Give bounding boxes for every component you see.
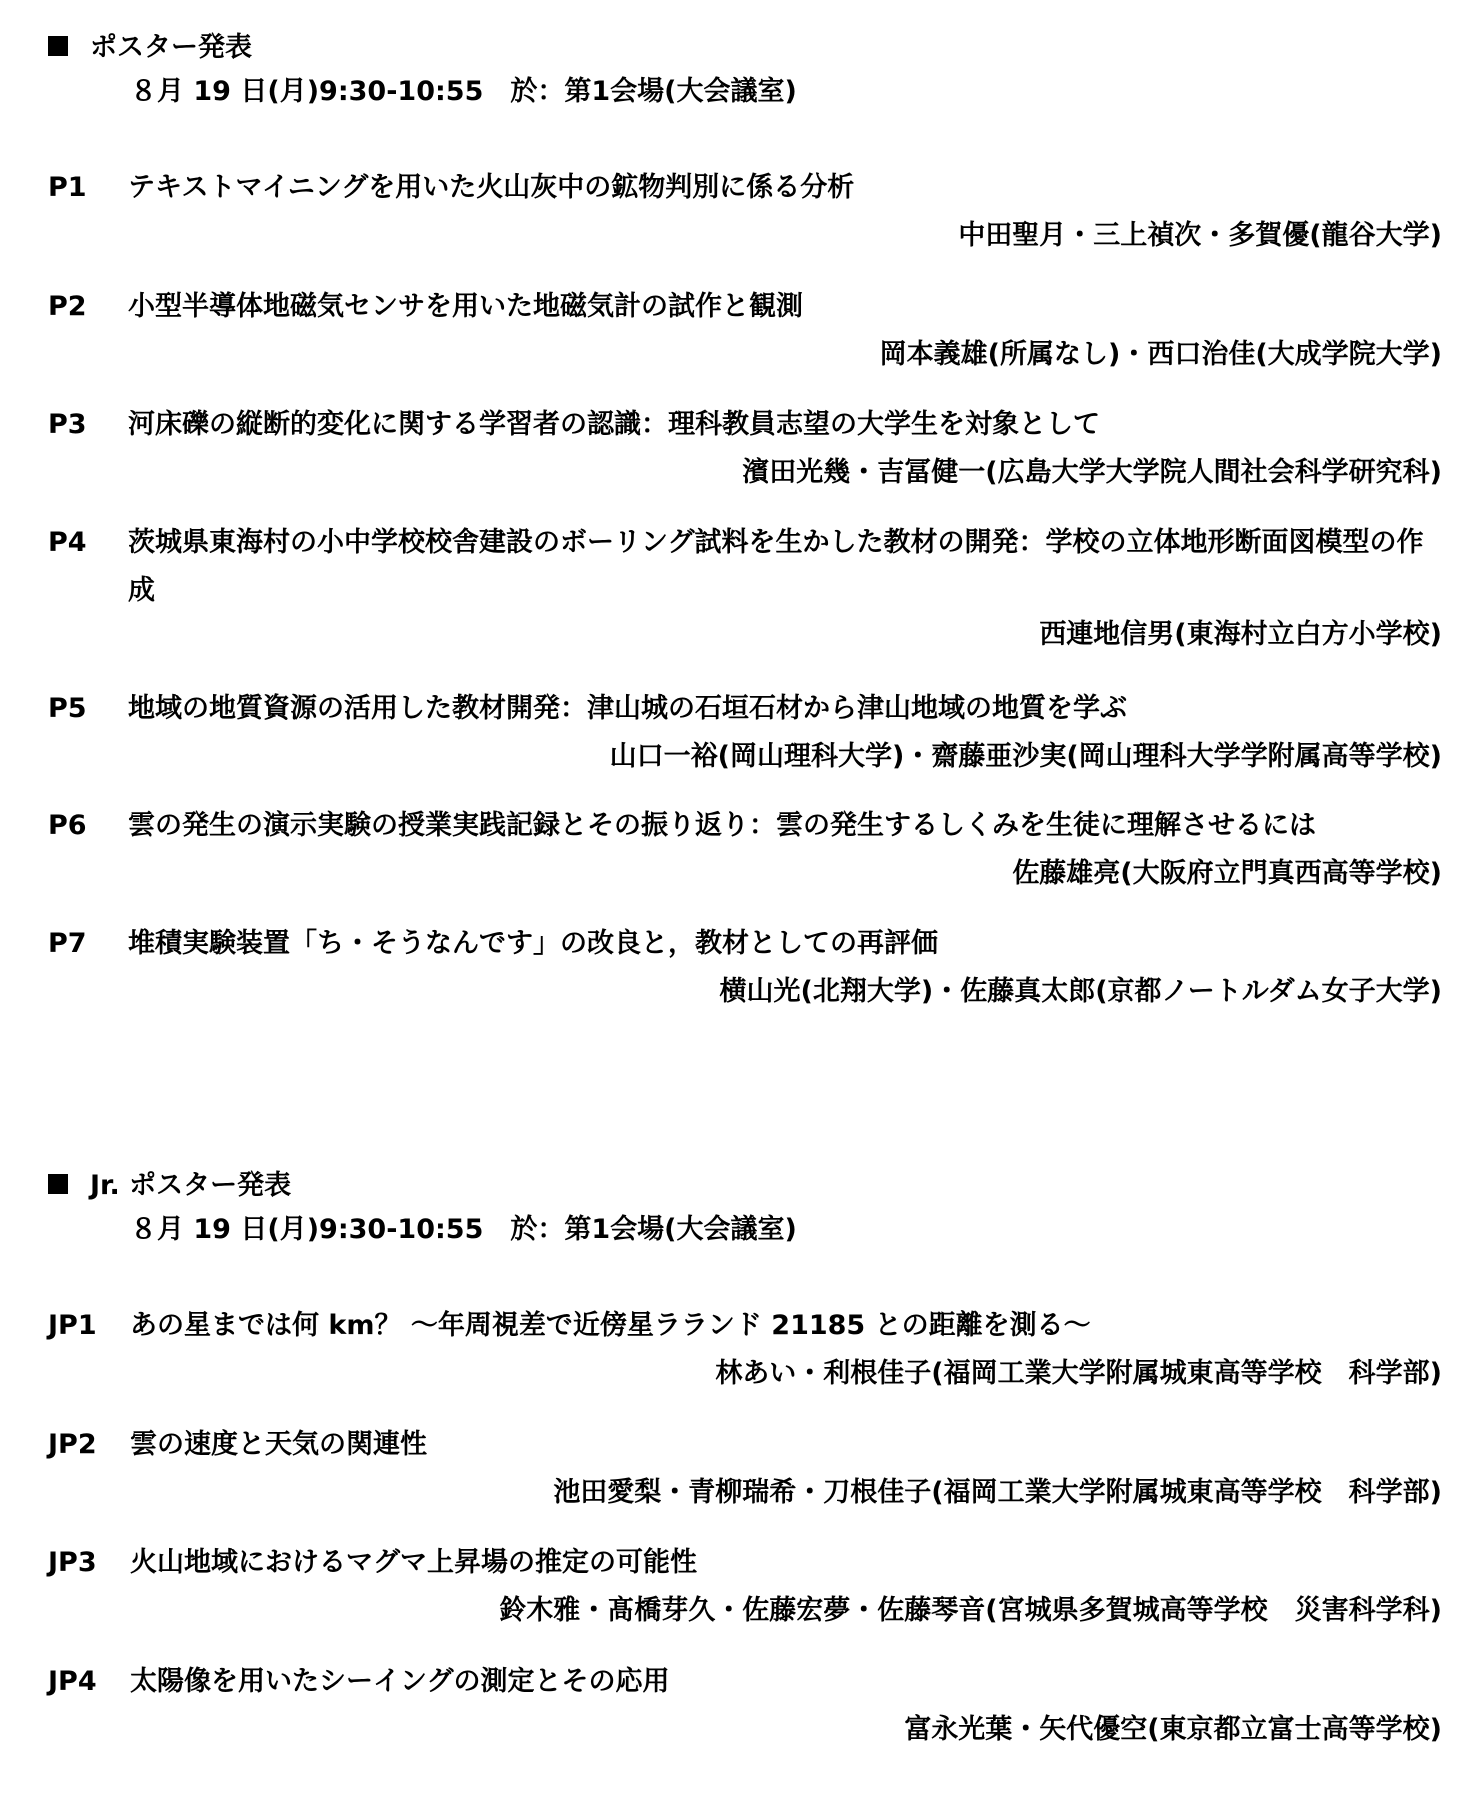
poster-entry-p7 <box>48 924 1442 1012</box>
poster-entry-p5 <box>48 689 1442 777</box>
jr-poster-section-heading <box>48 1166 291 1206</box>
entry-title: 火山地域におけるマグマ上昇場の推定の可能性 <box>130 1547 697 1578</box>
entry-number: P5 <box>48 693 87 724</box>
poster-entry-p6 <box>48 806 1442 894</box>
poster-entry-p1 <box>48 168 1442 256</box>
entry-title: 太陽像を用いたシーイングの測定とその応用 <box>130 1666 670 1697</box>
poster-heading-text: ポスター発表 <box>90 32 252 63</box>
entry-authors: 富永光葉・矢代優空(東京都立富士高等学校) <box>904 1714 1442 1745</box>
entry-authors: 山口一裕(岡山理科大学)・齋藤亜沙実(岡山理科大学学附属高等学校) <box>609 741 1442 772</box>
entry-title: 河床礫の縦断的変化に関する学習者の認識：理科教員志望の大学生を対象として <box>128 409 1100 440</box>
poster-section-heading <box>48 28 252 68</box>
poster-entry-p3 <box>48 405 1442 493</box>
entry-number: P4 <box>48 527 87 558</box>
entry-authors: 横山光(北翔大学)・佐藤真太郎(京都ノートルダム女子大学) <box>719 976 1442 1007</box>
entry-title: 雲の発生の演示実験の授業実践記録とその振り返り：雲の発生するしくみを生徒に理解させるには <box>128 810 1316 841</box>
jr-poster-entry-jp2 <box>48 1425 1442 1513</box>
entry-title: 小型半導体地磁気センサを用いた地磁気計の試作と観測 <box>128 291 803 322</box>
entry-number: JP3 <box>48 1547 97 1578</box>
entry-number: P2 <box>48 291 87 322</box>
entry-title: 地域の地質資源の活用した教材開発：津山城の石垣石材から津山地域の地質を学ぶ <box>128 693 1127 724</box>
entry-title: 雲の速度と天気の関連性 <box>130 1429 427 1460</box>
entry-number: P6 <box>48 810 87 841</box>
entry-number: JP4 <box>48 1666 97 1697</box>
entry-authors: 鈴木雅・髙橋芽久・佐藤宏夢・佐藤琴音(宮城県多賀城高等学校 災害科学科) <box>499 1595 1442 1626</box>
poster-entry-p4 <box>48 523 1442 655</box>
jr-poster-entry-jp4 <box>48 1662 1442 1750</box>
entry-title: テキストマイニングを用いた火山灰中の鉱物判別に係る分析 <box>128 172 855 203</box>
jr-poster-entry-jp3 <box>48 1543 1442 1631</box>
entry-title: あの星までは何 km？ ～年周視差で近傍星ラランド 21185 との距離を測る～ <box>130 1310 1091 1341</box>
entry-title: 茨城県東海村の小中学校校舎建設のボーリング試料を生かした教材の開発：学校の立体地形断面図模型の作成 <box>128 527 1424 606</box>
entry-authors: 岡本義雄(所属なし)・西口治佳(大成学院大学) <box>879 339 1442 370</box>
black-square-icon <box>48 36 68 56</box>
entry-number: P3 <box>48 409 87 440</box>
poster-schedule: ８月 19 日(月)9:30-10:55 於：第1会場(大会議室) <box>130 76 797 107</box>
entry-authors: 佐藤雄亮(大阪府立門真西高等学校) <box>1012 858 1442 889</box>
black-square-icon <box>48 1174 68 1194</box>
entry-authors: 西連地信男(東海村立白方小学校) <box>1039 619 1442 650</box>
entry-authors: 中田聖月・三上禎次・多賀優(龍谷大学) <box>958 220 1442 251</box>
entry-title: 堆積実験装置「ち・そうなんです」の改良と，教材としての再評価 <box>128 928 938 959</box>
entry-number: P1 <box>48 172 87 203</box>
poster-entry-p2 <box>48 287 1442 375</box>
jr-poster-entry-jp1 <box>48 1306 1442 1394</box>
entry-number: JP1 <box>48 1310 97 1341</box>
entry-authors: 池田愛梨・青柳瑞希・刀根佳子(福岡工業大学附属城東高等学校 科学部) <box>553 1477 1442 1508</box>
entry-number: JP2 <box>48 1429 97 1460</box>
entry-authors: 林あい・利根佳子(福岡工業大学附属城東高等学校 科学部) <box>715 1358 1442 1389</box>
jr-poster-heading-text: Jr. ポスター発表 <box>90 1170 292 1201</box>
entry-authors: 濱田光幾・吉冨健一(広島大学大学院人間社会科学研究科) <box>742 457 1442 488</box>
entry-number: P7 <box>48 928 87 959</box>
jr-poster-schedule: ８月 19 日(月)9:30-10:55 於：第1会場(大会議室) <box>130 1214 797 1245</box>
